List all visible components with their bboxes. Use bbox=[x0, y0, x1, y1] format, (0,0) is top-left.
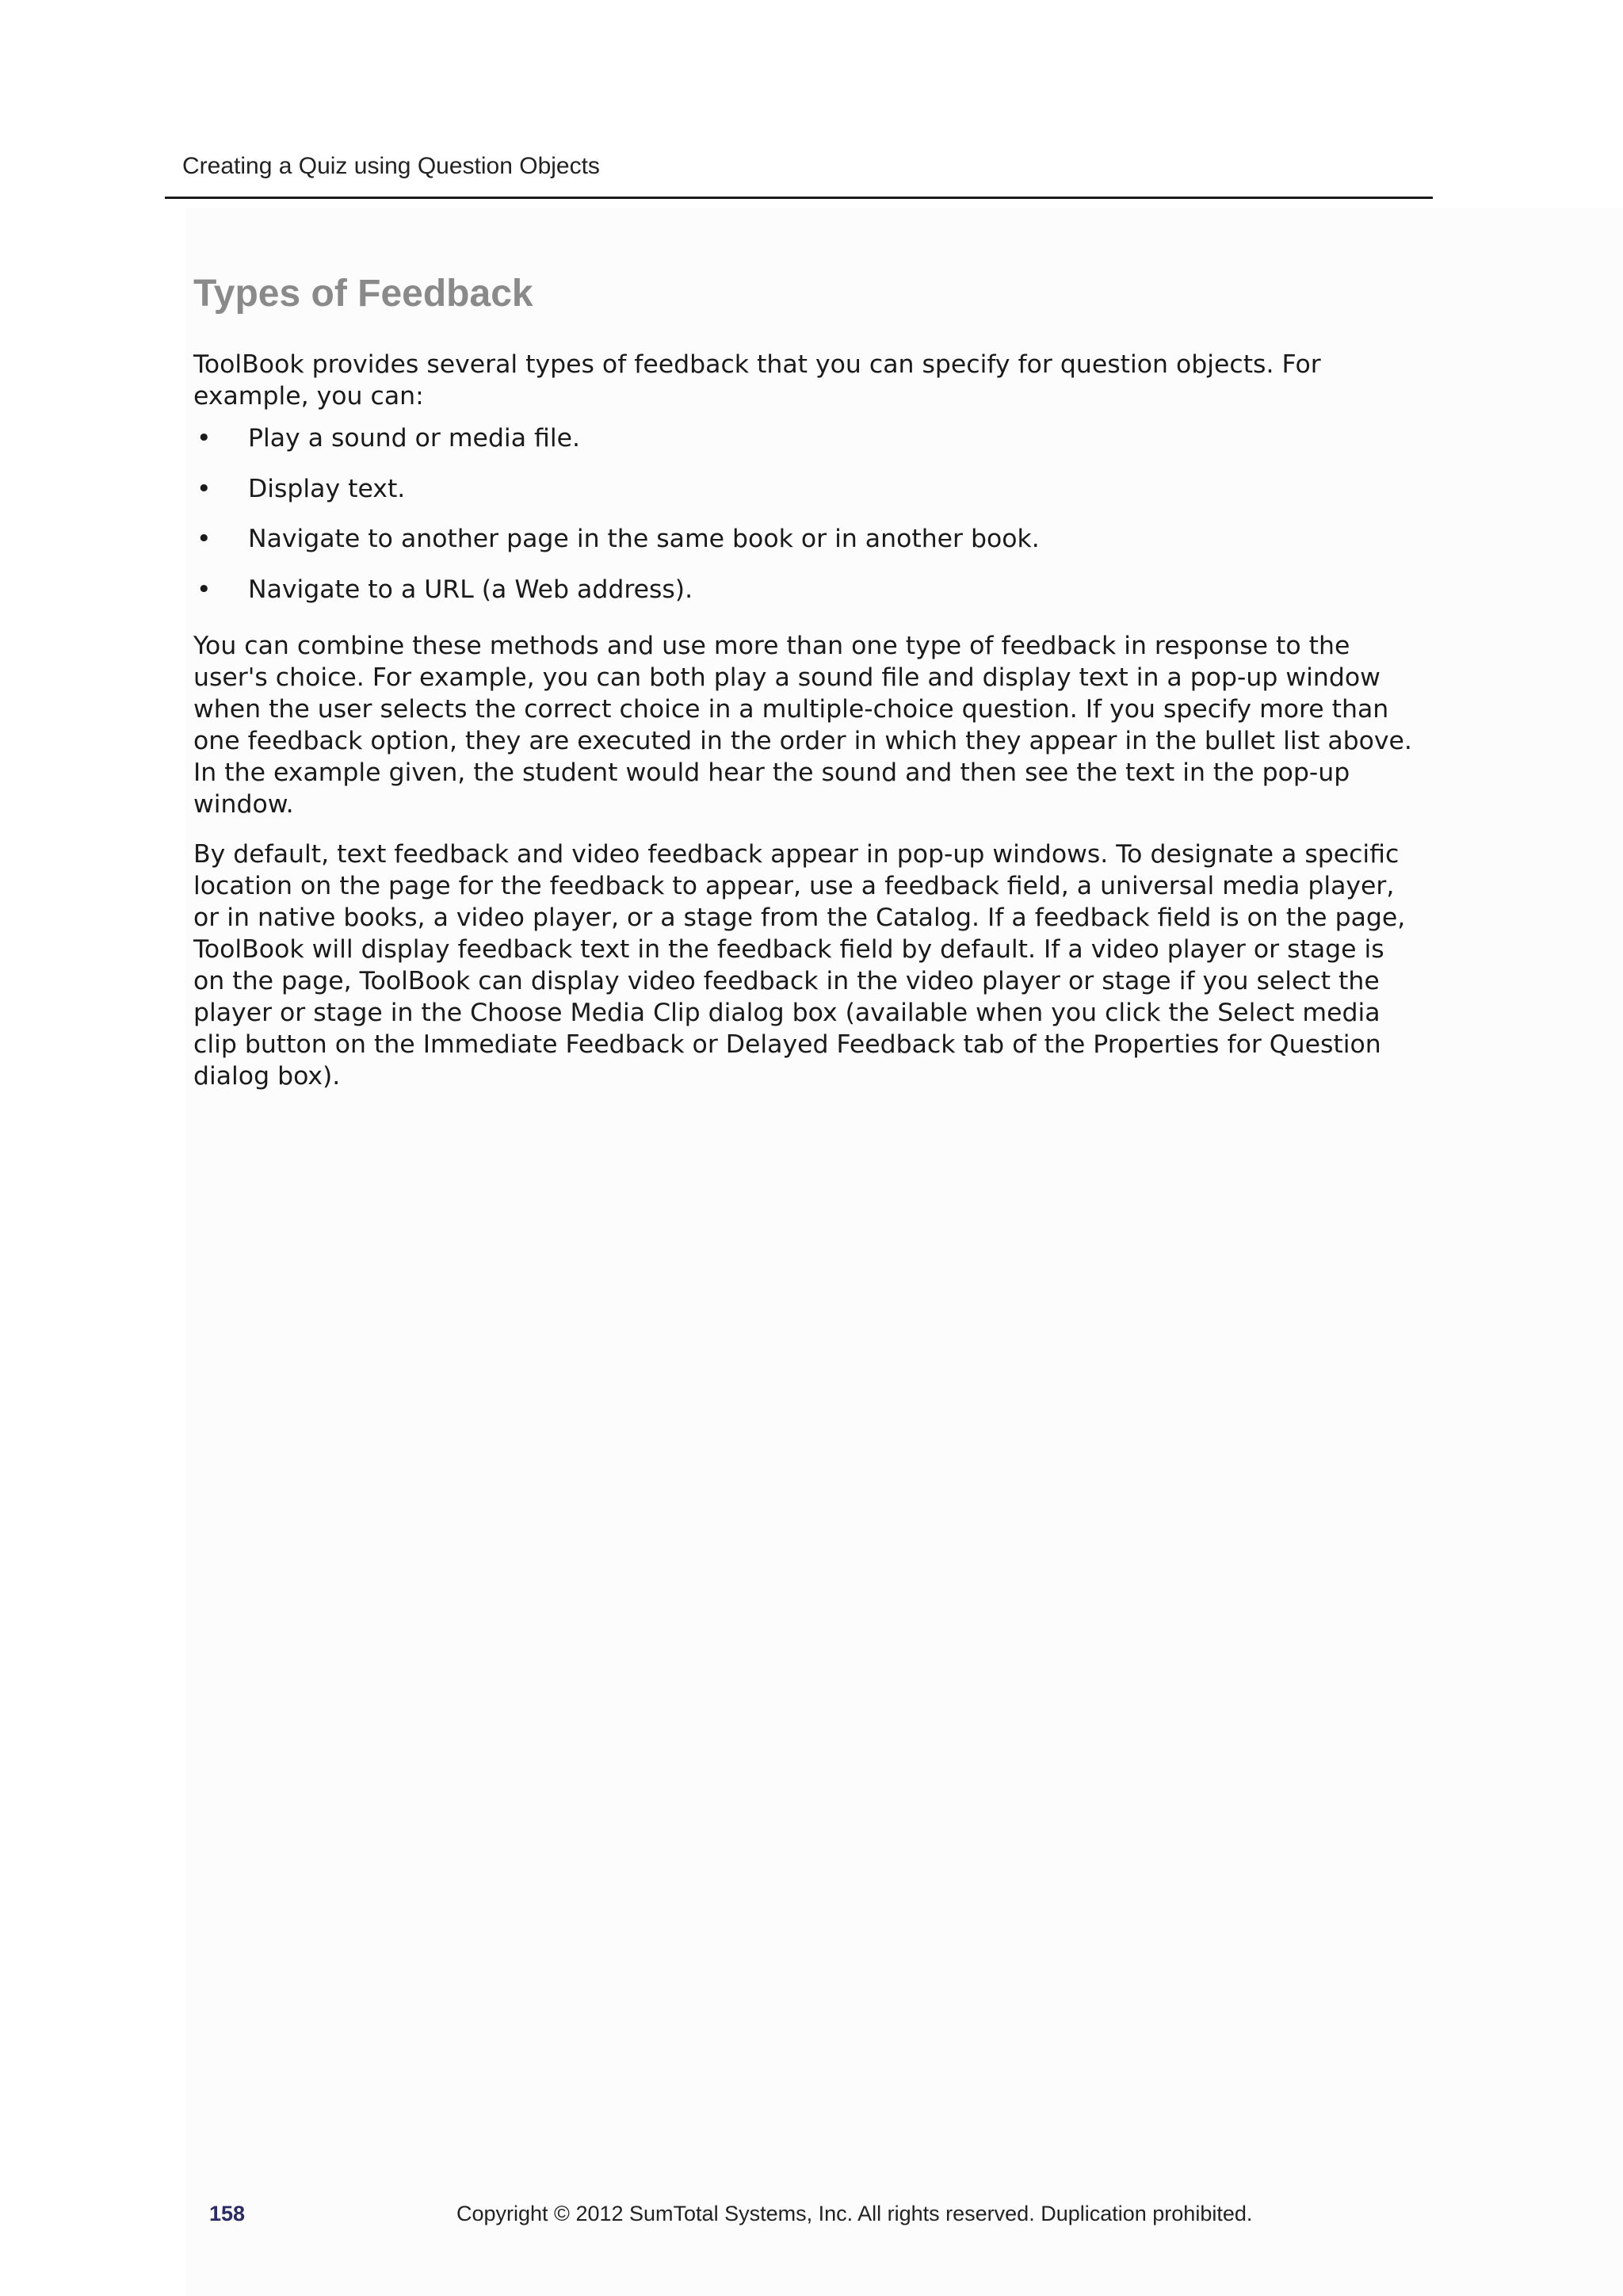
running-header: Creating a Quiz using Question Objects bbox=[182, 153, 600, 179]
section-title: Types of Feedback bbox=[193, 273, 533, 315]
list-item bbox=[193, 523, 1414, 574]
bullet-icon: • bbox=[197, 575, 212, 604]
combine-paragraph: You can combine these methods and use more than one type of feedback in response to the user's choice. For example, you can both play a sound file and display text in a pop-up window when the user selects the correct choice in a multiple-choice question. If you specify more than one feedback option, they are executed in the order in which they appear in the bullet list above. In the example given, the student would hear the sound and then see the text in the pop-up window. bbox=[193, 632, 1412, 819]
intro-paragraph: ToolBook provides several types of feedback that you can specify for question objects. For example, you can: bbox=[193, 350, 1321, 411]
header-rule bbox=[165, 197, 1433, 199]
page-number: 158 bbox=[209, 2202, 246, 2225]
list-item-text: Navigate to a URL (a Web address). bbox=[248, 575, 693, 604]
bullet-icon: • bbox=[197, 424, 212, 453]
footer-copyright: Copyright © 2012 SumTotal Systems, Inc. All rights reserved. Duplication prohibited. bbox=[456, 2202, 1253, 2225]
list-item bbox=[193, 473, 1414, 524]
bullet-icon: • bbox=[197, 474, 212, 503]
list-item bbox=[193, 422, 1414, 473]
list-item-text: Display text. bbox=[248, 474, 406, 503]
list-item-text: Play a sound or media file. bbox=[248, 424, 580, 453]
feedback-types-list bbox=[193, 422, 1414, 624]
default-location-paragraph: By default, text feedback and video feedback appear in pop-up windows. To designate a specific location on the page for the feedback to appear, use a feedback field, a universal media player, or in native books, a video player, or a stage from the Catalog. If a feedback field is on the page, ToolBook will display feedback text in the feedback field by default. If a video player or stage is on the page, ToolBook can display video feedback in the video player or stage if you select the player or stage in the Choose Media Clip dialog box (available when you click the Select media clip button on the Immediate Feedback or Delayed Feedback tab of the Properties for Question dialog box). bbox=[193, 840, 1406, 1091]
list-item bbox=[193, 574, 1414, 625]
bullet-icon: • bbox=[197, 525, 212, 553]
list-item-text: Navigate to another page in the same book or in another book. bbox=[248, 525, 1040, 553]
